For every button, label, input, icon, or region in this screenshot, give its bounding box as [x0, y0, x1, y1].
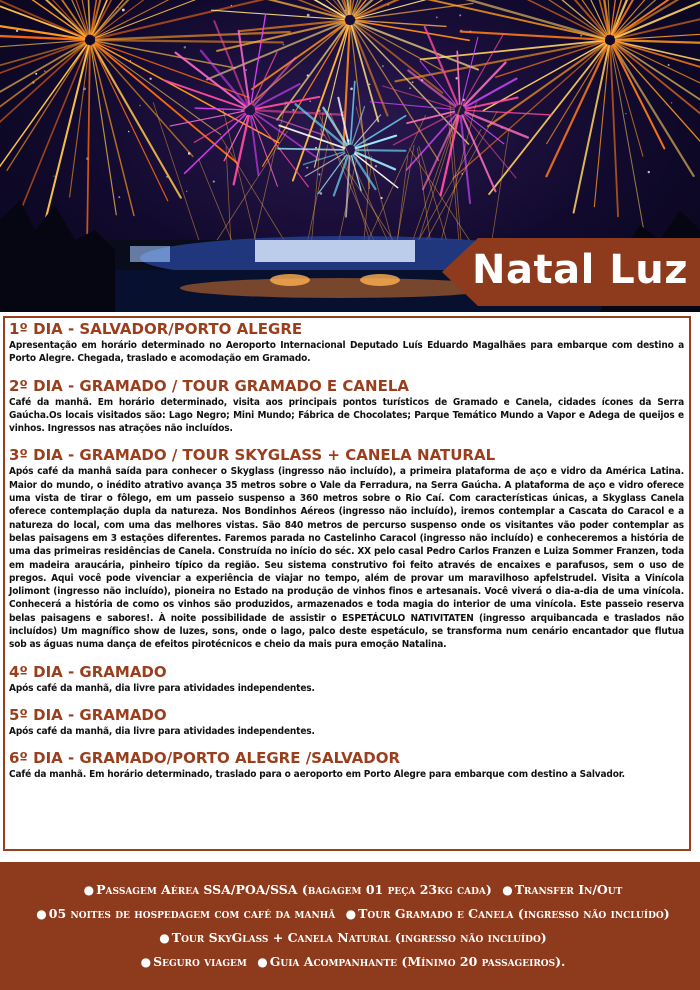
- day-description: Apresentação em horário determinado no Aeroporto Internacional Deputado Luís Eduardo Magalhães para embarque com destino a Porto Alegre. Chegada, traslado e acomodação em Gramado.: [9, 340, 684, 365]
- bullet-icon: ●: [257, 955, 268, 969]
- inclusions-line-4: [0, 950, 700, 974]
- inclusion-item: Tour Gramado e Canela (ingresso não incluído): [358, 906, 670, 921]
- inclusion-item: 05 noites de hospedagem com café da manhã: [48, 906, 336, 921]
- inclusion-item: Guia Acompanhante (Mínimo 20 passageiros).: [269, 954, 566, 969]
- inclusion-item: Passagem Aérea SSA/POA/SSA (bagagem 01 peça 23kg cada): [96, 882, 492, 897]
- bullet-icon: ●: [83, 883, 95, 897]
- day-5: [9, 707, 684, 738]
- bullet-icon: ●: [140, 955, 152, 969]
- page-title: Natal Luz: [472, 247, 688, 293]
- day-6: [9, 750, 684, 781]
- inclusions-line-3: [0, 926, 700, 950]
- day-description: Café da manhã. Em horário determinado, visita aos principais pontos turísticos de Gramado e Canela, cidades ícones da Serra Gaúcha.Os locais visitados são: Lago Negro; Mini Mundo; Fábrica de Chocolates; Parque Temático Mundo a Vapor e Adega de queijos e vinhos. Ingressos nas atrações não incluídos.: [9, 396, 684, 435]
- day-1: [9, 321, 684, 366]
- inclusions-line-1: [0, 878, 700, 902]
- day-description: Após café da manhã, dia livre para atividades independentes.: [9, 725, 315, 737]
- day-title: 2º DIA - GRAMADO / TOUR GRAMADO E CANELA: [9, 376, 409, 395]
- day-description: Após café da manhã saída para conhecer o Skyglass (ingresso não incluído), a primeira plataforma de aço e vidro da América Latina. Maior do mundo, o inédito atrativo avança 35 metros sobre o Vale da Ferradura, na Serra Gaúcha. A plataforma de aço e vidro oferece uma vista de tirar o fôlego, em um passeio suspenso a 360 metros sobre o Rio Caí. Com características únicas, a Skyglass Canela oferece contemplação dupla da natureza. Nos Bondinhos Aéreos (ingresso não incluído), iremos contemplar a Cascata do Caracol e a natureza do local, com uma das melhores vistas. São 840 metros de percurso suspenso onde os visitantes vão poder contemplar as belas paisagens em 3 estações diferentes. Faremos parada no Castelinho Caracol (ingresso não incluído) e conheceremos a história de uma das primeiras residências de Canela. Construída no início do séc. XX pelo casal Pedro Carlos Franzen e Luiza Sommer Franzen, toda em madeira araucária, pinheiro típico da região. Seu sistema construtivo foi feito através de encaixes e parafusos, sem o uso de pregos. Aqui você pode vivenciar a experiência de viajar no tempo, além de provar um maravilhoso apfelstrudel. Visita a Vinícola Jolimont (ingresso não incluído), pioneira no Estado na produção de vinhos finos e artesanais. Você viverá o dia-a-dia de uma vinícola. Conhecerá a história de como os vinhos são produzidos, armazenados e toda magia do interior de uma vinícola. Este passeio reserva belas paisagens e sabores!. À noite possibilidade de assistir o ESPETÁCULO NATIVITATEN (ingresso arquibancada e traslados não incluídos) Um magnífico show de luzes, sons, onde o lago, palco deste espetáculo, se transforma num cenário encantador que flutua sob as águas numa dança de efeitos pirotécnicos e cheio da mais pura emoção Natalina.: [9, 466, 684, 651]
- day-4: [9, 664, 684, 695]
- inclusion-item: Transfer In/Out: [514, 882, 623, 897]
- bullet-icon: ●: [345, 907, 357, 921]
- bullet-icon: ●: [36, 907, 47, 921]
- day-title: 1º DIA - SALVADOR/PORTO ALEGRE: [9, 320, 303, 338]
- bullet-icon: ●: [159, 931, 170, 945]
- inclusion-item: Tour SkyGlass + Canela Natural (ingresso não incluído): [171, 930, 547, 945]
- inclusion-item: Seguro viagem: [153, 954, 247, 969]
- day-description: Café da manhã. Em horário determinado, traslado para o aeroporto em Porto Alegre para embarque com destino a Salvador.: [9, 769, 625, 781]
- itinerary-box: [3, 316, 691, 851]
- day-3: [9, 447, 684, 651]
- day-title: 5º DIA - GRAMADO: [9, 705, 167, 724]
- day-description: Após café da manhã, dia livre para atividades independentes.: [9, 682, 315, 694]
- day-title: 4º DIA - GRAMADO: [9, 662, 167, 681]
- inclusions-footer: [0, 862, 700, 990]
- day-title: 6º DIA - GRAMADO/PORTO ALEGRE /SALVADOR: [9, 749, 401, 768]
- inclusions-line-2: [0, 902, 700, 926]
- day-title: 3º DIA - GRAMADO / TOUR SKYGLASS + CANELA NATURAL: [9, 446, 496, 465]
- day-2: [9, 378, 684, 436]
- bullet-icon: ●: [502, 883, 513, 897]
